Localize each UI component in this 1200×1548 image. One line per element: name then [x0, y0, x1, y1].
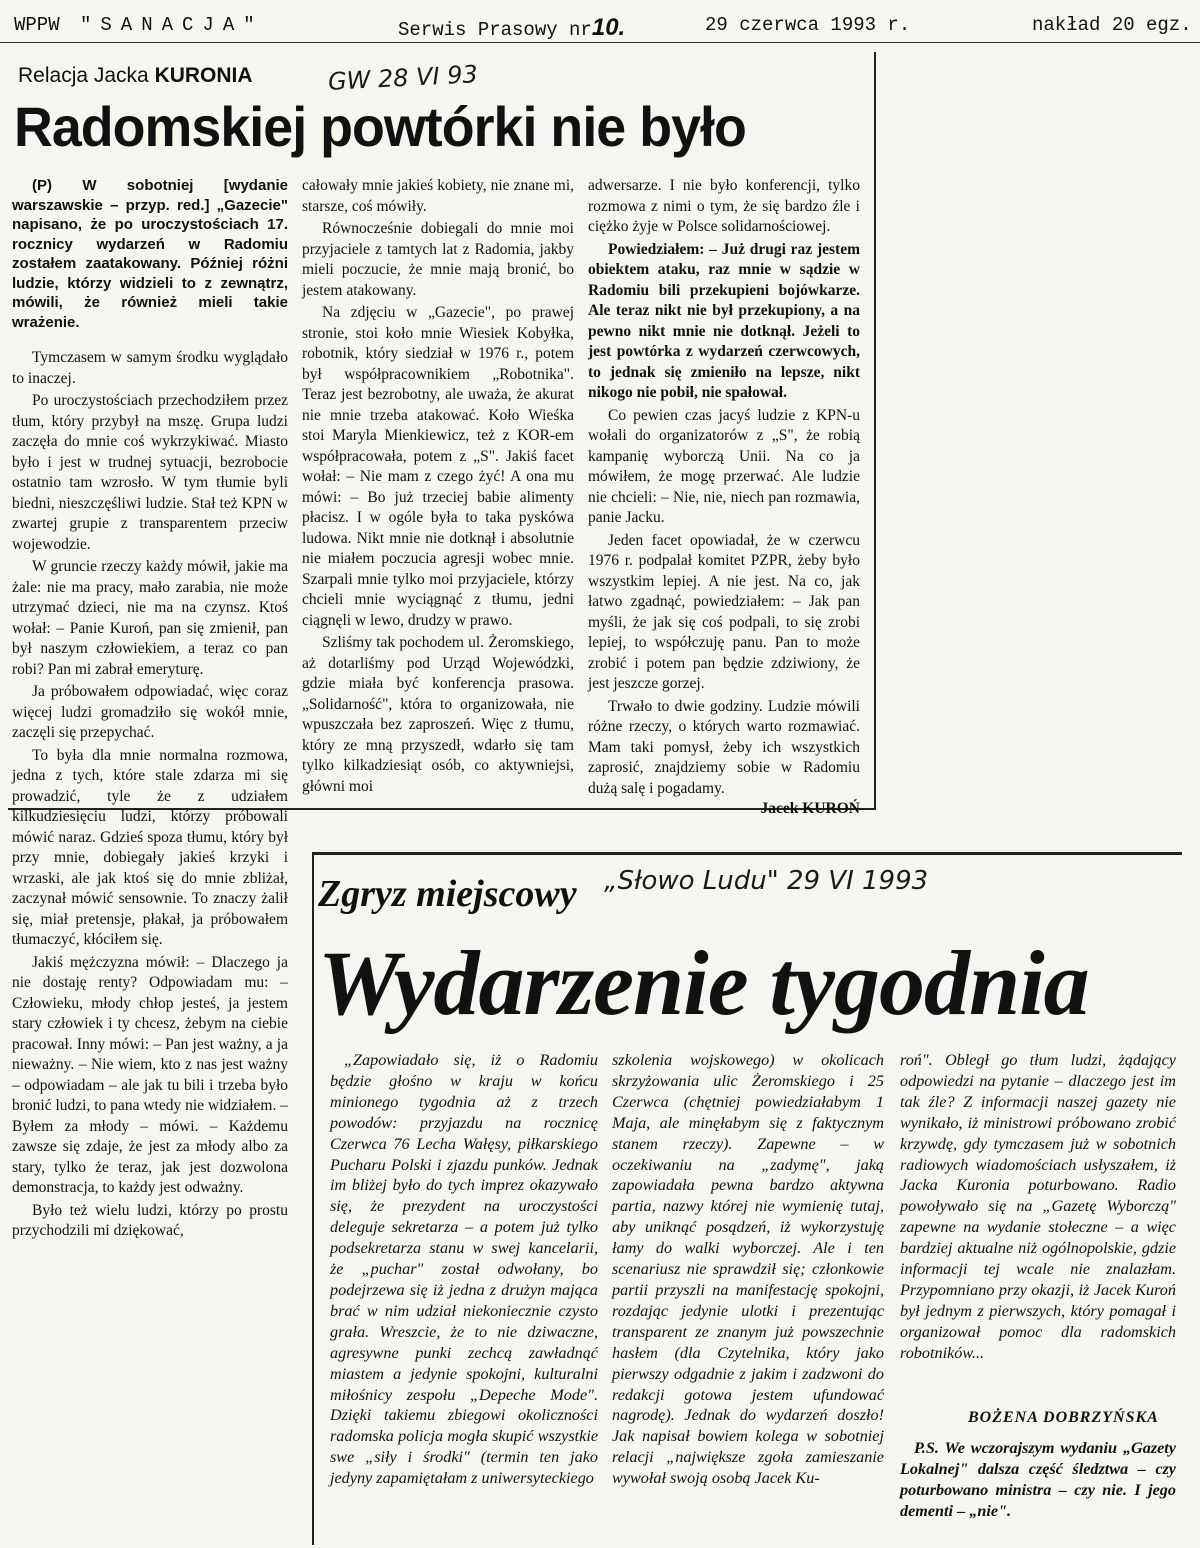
article-1-column-1	[12, 176, 288, 1242]
paragraph: Powiedziałem: – Już drugi raz jestem obiektem ataku, raz mnie w sądzie w Radomiu bili przekupieni bojówkarze. Ale teraz nikt nie był przekupiony, a na pewno nikt mnie nie dotknął. Jeżeli to jest powtórka z wydarzeń czerwcowych, to jednak się zmieniło na lepsze, nikt nikogo nie pobił, nie spałował.	[588, 240, 860, 401]
article-2-column-1	[330, 1050, 598, 1489]
paragraph: roń". Obległ go tłum ludzi, żądający odpowiedzi na pytanie – dlaczego jest im tak źle? Z informacji naszej gazety nie wynikało, iż ministrowi próbowano zrobić krzywdę, gdy tymczasem już w sobotnich radiowych wiadomościach usłyszałem, iż Jacka Kuronia poturbowano. Radio powoływało się na „Gazetę Wyborczą" zapewne na wydanie stołeczne – a więc bardziej aktualne niż ogólnopolskie, gdzie informacji tej wcale nie znalazłam. Przypomniano przy okazji, iż Jacek Kuroń był jednym z pierwszych, który pomagał i organizował pomoc dla radomskich robotników...	[900, 1051, 1176, 1362]
article-2-column-3	[900, 1050, 1176, 1364]
paragraph: Co pewien czas jacyś ludzie z KPN-u wołali do organizatorów z „S", że robią kampanię wyborczą Unii. Na co ja mówiłem, że mogę przerwać. Ale ludzie nie chcieli: – Nie, nie, niech pan rozmawia, panie Jacku.	[588, 406, 860, 526]
paragraph: Tymczasem w samym środku wyglądało to inaczej.	[12, 349, 288, 387]
article-1-column-3	[588, 176, 860, 820]
paragraph: Szliśmy tak pochodem ul. Żeromskiego, aż dotarliśmy pod Urząd Wojewódzki, gdzie miała być konferencja prasowa. „Solidarność", która to organizowała, nie wpuszczała bez zaproszeń. Więc z tłumu, który ze mną przyszedł, wdarło się tam tylko kilkadziesiąt osób, co aktywniejsi, główni moi	[302, 634, 574, 795]
kicker-prefix: Relacja Jacka	[18, 64, 155, 87]
paragraph: Trwało to dwie godziny. Ludzie mówili różne rzeczy, o których warto rozmawiać. Mam taki pomysł, żeby ich wszystkich zaprosić, znajdziemy sobie w Radomiu dużą salę i pogadamy.	[588, 697, 860, 797]
paragraph: Równocześnie dobiegali do mnie moi przyjaciele z tamtych lat z Radomia, jakby mieli poczucie, że mnie mają bronić, bo jestem atakowany.	[302, 220, 574, 299]
kicker-name: KURONIA	[154, 64, 253, 87]
article-2-column-2	[612, 1050, 884, 1489]
paragraph: Na zdjęciu w „Gazecie", po prawej stronie, stoi koło mnie Wiesiek Kobyłka, robotnik, który siedział w 1976 r., potem był współpracownikiem „Robotnika". Teraz jest bezrobotny, ale uważa, że akurat nie mnie trzeba atakować. Koło Wieśka stoi Maryla Mienkiewicz, też z KOR-em współpracowała, potem z „S". Jakiś facet wołał: – Nie mam z czego żyć! A ona mu mówi: – Bo już trzeciej babie alimenty płacisz. I w ogóle była to taka pyskówa ludowa. Nikt mnie nie dotknął i absolutnie nie miałem poczucia agresji wobec mnie. Szarpali mnie tylko moi przyjaciele, którzy chcieli mnie wyciągnąć z tłumu, jedni ciągnęli w lewo, drudzy w prawo.	[302, 304, 574, 629]
paragraph: W gruncie rzeczy każdy mówił, jakie ma żale: nie ma pracy, mało zarabia, nie może utrzymać dzieci, nie ma na czynsz. Ktoś wołał: – Panie Kuroń, pan się zmienił, pan był naszym człowiekiem, a teraz co pan robi? Pan mi zabrał emeryturę.	[12, 558, 288, 678]
postscript-text: P.S. We wczorajszym wydaniu „Gazety Lokalnej" dalsza część śledztwa – czy poturbowano ministra – czy nie. I jego dementi – „nie".	[900, 1439, 1176, 1520]
issue-label-text: Serwis Prasowy nr	[398, 19, 592, 41]
handwritten-source-note-2: „Słowo Ludu" 29 VI 1993	[604, 866, 929, 896]
paragraph: Jakiś mężczyzna mówił: – Dlaczego ja nie dostaję renty? Odpowiadam mu: – Człowieku, młody chłop jesteś, ja jestem stary człowiek i ty chcesz, żebym na ciebie pracował. Inny mówi: – Pan jest ważny, a ja nieważny. – Nie wiem, kto z nas jest ważny – odpowiadam – ale jak tu bili i trzeba było bronić ludzi, to pana wtedy nie widziałem. – Byłem za młody – mówi. – Każdemu zawsze się zdaje, że jest za młody albo za stary, tylko że teraz, jak jest dozwolona demonstracja, to każdy jest odważny.	[12, 953, 288, 1196]
print-run: nakład 20 egz.	[1032, 14, 1192, 36]
paragraph: Po uroczystościach przechodziłem przez tłum, który przybył na mszę. Grupa ludzi zaczęła do mnie coś wykrzykiwać. Miasto było i jest w trudnej sytuacji, bezrobocie ostatnio tam wzrosło. W tym tłumie byli biedni, nieszczęśliwi ludzie. Stał też KPN w zwartej grupie z transparentem przeciw wojewodzie.	[12, 392, 288, 553]
issue-label	[398, 14, 625, 42]
paragraph: To była dla mnie normalna rozmowa, jedna z tych, które stale zdarza mi się prowadzić, tyle że z udziałem kilkudziesięciu ludzi, którzy próbowali mówić naraz. Gdzieś spoza tłumu, który był przy mnie, dobiegały jakieś krzyki i wrzaski, ale jak ktoś się do mnie zbliżał, zaczynał mówić sensownie. To znaczy żalił się, miał pretensje, płakał, ja próbowałem tłumaczyć, kłóciłem się.	[12, 746, 288, 948]
article-1-lead: (P) W sobotniej [wydanie warszawskie – przyp. red.] „Gazecie" napisano, że po uroczystościach 17. rocznicy wydarzeń w Radomiu zostałem zaatakowany. Później różni ludzie, którzy widzieli to z zewnątrz, mówili, że również mieli takie wrażenie.	[12, 177, 288, 331]
article-1-column-2	[302, 176, 574, 797]
article-1-kicker	[18, 64, 253, 88]
bulletin-title: "SANACJA"	[80, 14, 264, 36]
issue-date: 29 czerwca 1993 r.	[705, 14, 911, 36]
article-2-section: Zgryz miejscowy	[318, 873, 577, 915]
paragraph: „Zapowiadało się, iż o Radomiu będzie głośno w kraju w końcu minionego tygodnia aż z trzech powodów: przyjazdu na rocznicę Czerwca 76 Lecha Wałęsy, piłkarskiego Pucharu Polski i zjazdu punków. Jednak im bliżej było do tych imprez okazywało się, że prezydent na uroczystości deleguje sekretarza – a potem już tylko podsekretarza stanu w swej kancelarii, że „puchar" został odwołany, bo podejrzewa się iż jedna z drużyn mająca brać w nim udział niekoniecznie czysto grała. Wreszcie, że to nie dziwaczne, agresywne punki zechcą zawładnąć miastem a jedynie spokojni, kulturalni miłośnicy zespołu „Depeche Mode". Dzięki takiemu zbiegowi okoliczności radomska policja mogła skupić wszystkie swe „siły i środki" (termin ten jako jedyny zapamiętałam z uniwersyteckiego	[330, 1051, 598, 1488]
paragraph: adwersarze. I nie było konferencji, tylko rozmowa z nimi o tym, że się bardzo źle i ciężko żyje w Polsce solidarnościowej.	[588, 177, 860, 235]
issue-number: 10.	[591, 14, 626, 41]
handwritten-source-note-1: GW 28 VI 93	[327, 60, 479, 96]
paragraph: Ja próbowałem odpowiadać, więc coraz więcej ludzi gromadziło się wokół mnie, zaczęli się przepychać.	[12, 683, 288, 741]
org-name: WPPW	[14, 14, 60, 36]
article-1-signature: Jacek KUROŃ	[760, 800, 860, 817]
page-header	[0, 0, 1200, 43]
paragraph: szkolenia wojskowego) w okolicach skrzyżowania ulic Żeromskiego i 25 Czerwca (chętniej powiedziałabym 1 Maja, ale minęłabym się z faktycznym stanem rzeczy). Zapewne – w oczekiwaniu na „zadymę", jaką zapowiadała pewna bardzo aktywna partia, nazwy której nie wymienię tutaj, aby uniknąć posądzeń, iż wykorzystuję łamy do walki wyborczej. Ale i ten scenariusz nie sprawdził się; członkowie partii przyszli na manifestację spokojni, rozdając jedynie ulotki i prezentując transparent ze znanym już powszechnie hasłem (dla Czytelnika, który jako pierwszy odgadnie z jakim i zadzwoni do redakcji gotowa jestem ufundować nagrodę). Jednak do wydarzeń doszło! Jak napisał bowiem kolega w sobotniej relacji „największe zgoła zamieszanie wywołał swoją osobą Jacek Ku-	[612, 1051, 884, 1488]
paragraph: całowały mnie jakieś kobiety, nie znane mi, starsze, coś mówiły.	[302, 177, 574, 215]
article-2-postscript	[900, 1438, 1176, 1522]
article-2-author: BOŻENA DOBRZYŃSKA	[968, 1409, 1159, 1426]
paragraph: Było też wielu ludzi, którzy po prostu przychodzili mi dziękować,	[12, 1201, 288, 1239]
article-2-headline: Wydarzenie tygodnia	[318, 932, 1089, 1034]
article-1-headline: Radomskiej powtórki nie było	[14, 95, 746, 158]
paragraph: Jeden facet opowiadał, że w czerwcu 1976 r. podpalał komitet PZPR, żeby było wszystkim lepiej. A nie jest. Na co, jak łatwo zgadnąć, powiedziałem: – Jak pan myśli, że jak się coś podpali, to się zrobi lepiej, to współczuję panu. Pan to może zrobić i potem pan będzie zdziwiony, że jest jeszcze gorzej.	[588, 531, 860, 692]
